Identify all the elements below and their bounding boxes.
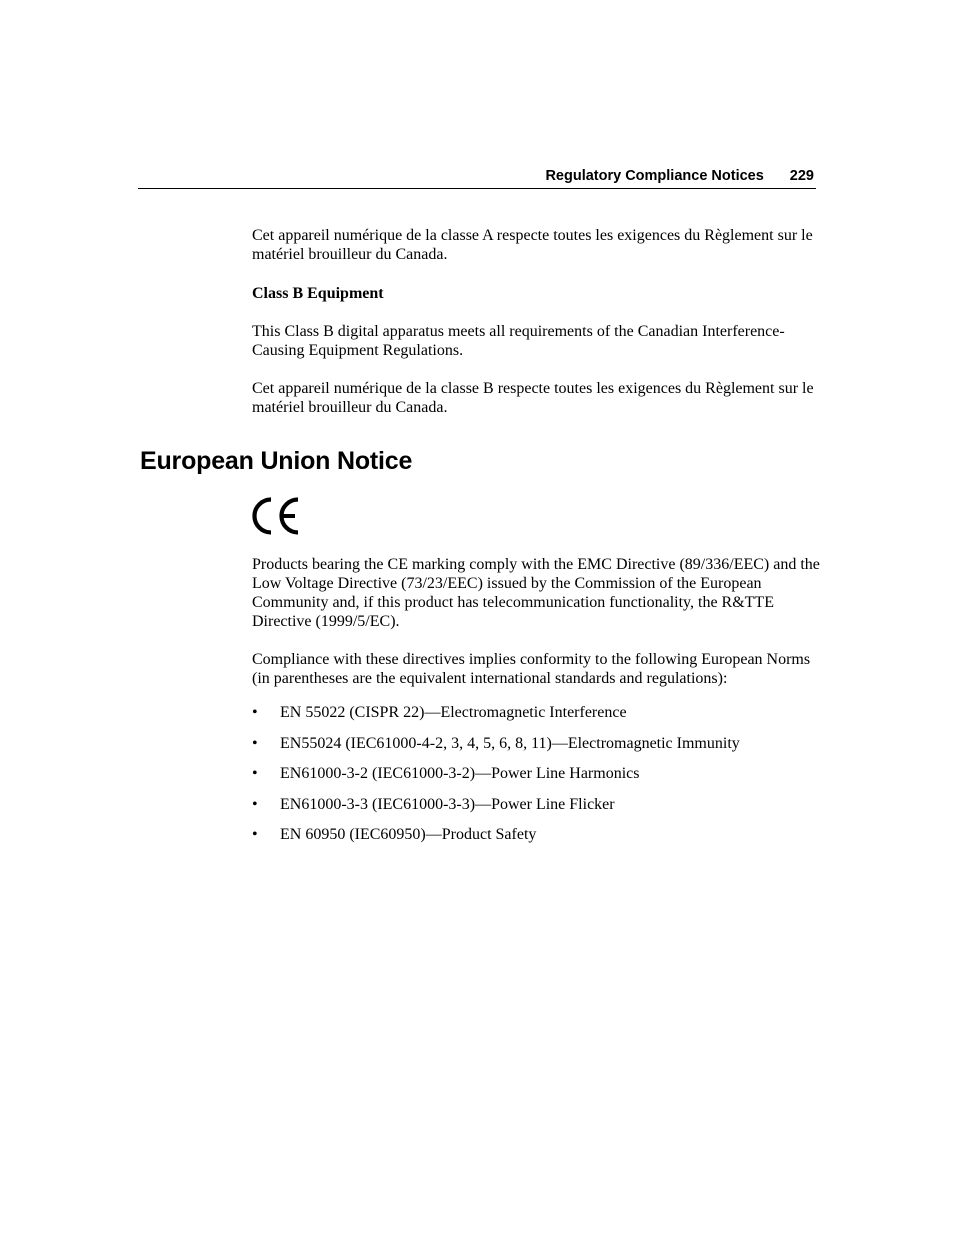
section-heading-eu: European Union Notice [140,447,413,475]
bullet-icon: • [252,795,258,813]
list-item [252,795,822,814]
list-item [252,825,822,844]
ce-mark-icon [251,496,301,536]
list-item [252,764,822,783]
list-item [252,703,822,722]
list-item-text: EN 60950 (IEC60950)—Product Safety [280,826,537,843]
class-b-subheading: Class B Equipment [252,285,384,302]
class-b-french-paragraph: Cet appareil numérique de la classe B respecte toutes les exigences du Règlement sur le matériel brouilleur du Canada. [252,380,814,416]
eu-norms-intro-paragraph: Compliance with these directives implies conformity to the following European Norms (in parentheses are the equivalent international standards and regulations): [252,651,811,687]
eu-directives-paragraph: Products bearing the CE marking comply with the EMC Directive (89/336/EEC) and the Low Voltage Directive (73/23/EEC) issued by the Commission of the European Community and, if this product has telecommunication functionality, the R&TTE Directive (1999/5/EC). [252,556,820,630]
list-item-text: EN55024 (IEC61000-4-2, 3, 4, 5, 6, 8, 11)—Electromagnetic Immunity [280,734,740,752]
list-item-text: EN61000-3-3 (IEC61000-3-3)—Power Line Flicker [280,795,615,813]
list-item-text: EN61000-3-2 (IEC61000-3-2)—Power Line Harmonics [280,765,640,782]
european-norms-list [252,703,822,856]
class-b-english-paragraph: This Class B digital apparatus meets all requirements of the Canadian Interference-Causing Equipment Regulations. [252,323,785,359]
page-number: 229 [789,168,814,184]
bullet-icon: • [252,826,258,843]
list-item-text: EN 55022 (CISPR 22)—Electromagnetic Interference [280,704,627,721]
bullet-icon: • [252,765,258,782]
class-a-french-paragraph: Cet appareil numérique de la classe A respecte toutes les exigences du Règlement sur le matériel brouilleur du Canada. [252,227,813,263]
running-header [138,168,816,189]
header-title: Regulatory Compliance Notices [545,168,764,184]
bullet-icon: • [252,734,258,752]
list-item [252,734,822,753]
bullet-icon: • [252,704,258,721]
